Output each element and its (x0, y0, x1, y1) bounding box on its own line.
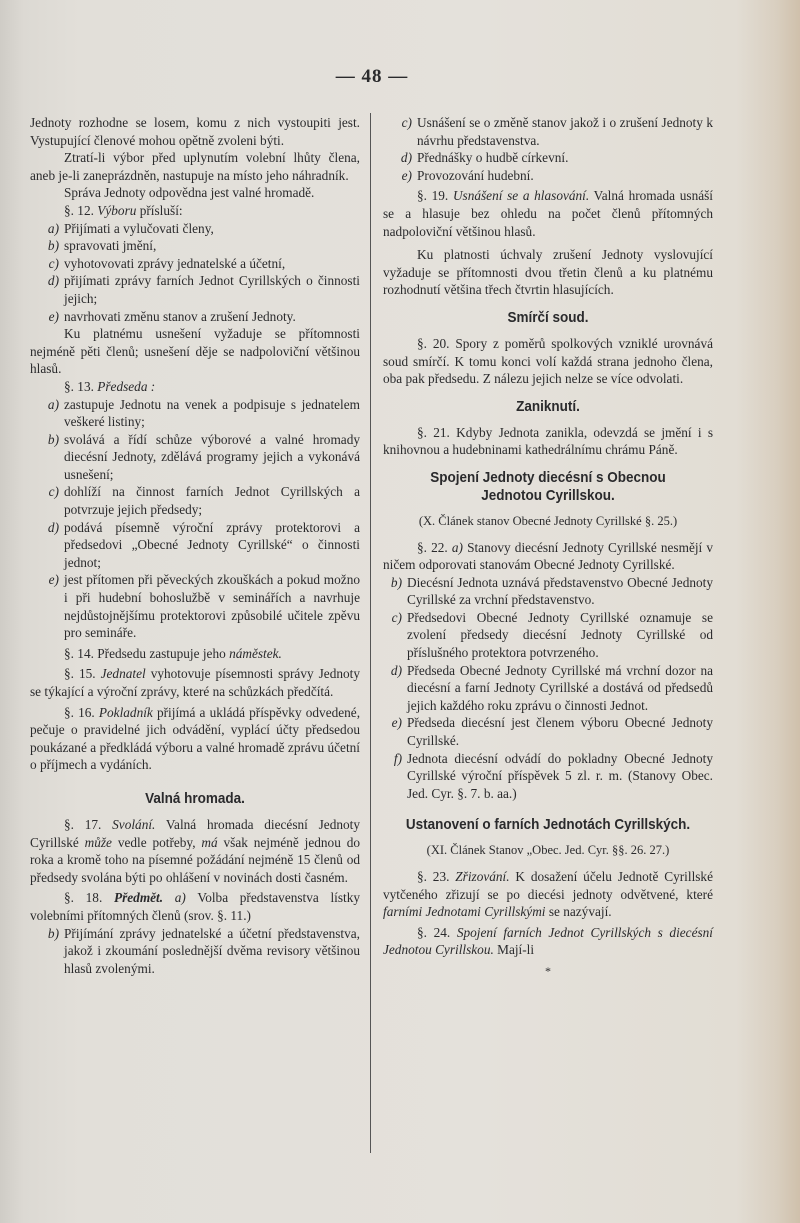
list-item: d) přijímati zprávy farních Jednot Cyrillských o činnosti jejich; (47, 273, 360, 306)
paragraph: Ku platnému usnešení vyžaduje se přítomnosti nejméně pěti členů; usnešení děje se nadpoloviční většinou hlasů. (30, 326, 360, 377)
section-number: §. 12. (64, 202, 94, 218)
section-13 (30, 378, 360, 396)
paragraph: Správa Jednoty odpovědna jest valné hromadě. (64, 185, 315, 201)
list-item: c) dohlíží na činnost farních Jednot Cyrillských a potvrzuje jejich předsedy; (48, 484, 360, 518)
section-title: Předseda : (97, 378, 156, 394)
heading-ustanoveni: Ustanovení o farních Jednotách Cyrillských. (405, 816, 691, 834)
s12-list (30, 220, 360, 326)
section-12 (30, 202, 360, 220)
section-17: §. 17. Svolání. Valná hromada diecésní Jednoty Cyrillské může vedle potřeby, má však nejméně jednou do roka a kromě toho na písemné požádání nejméně 15 členů od předsedy svolána býti po ohlášení v novinách dosti časném. (30, 816, 360, 885)
heading-zaniknuti: Zaniknutí. (516, 397, 580, 415)
heading-valna-hromada: Valná hromada. (145, 789, 245, 807)
section-19: §. 19. Usnášení se a hlasování. Valná hromada usnáší se a hlasuje bez ohledu na počet členů přítomných nadpoloviční většinou hlasů. (383, 188, 713, 239)
section-title: Výboru (97, 202, 137, 218)
section-20: §. 20. Spory z poměrů spolkových vzniklé urovnává soud smírčí. K tomu konci volí každá strana jednoho člena, oba pak předsedu. Z nálezu jejich nelze se více odvolati. (383, 335, 713, 387)
list-item: e) Předseda diecésní jest členem výboru Obecné Jednoty Cyrillské. (391, 715, 713, 749)
section-18: §. 18. Předmět. a) Volba představenstva lístky volebními přítomných členů (srov. §. 11.) (30, 890, 361, 923)
list-item: d) Předseda Obecné Jednoty Cyrillské má vrchní dozor na diecésní a farní Jednoty Cyrillské a dostává od předsedů jejich každého roku zprávu o činnosti Jednot. (390, 662, 713, 713)
list-item: e) jest přítomen při pěveckých zkouškách a pokud možno i při hudební bohoslužbě v seminářích a navrhuje nejdůstojnějšímu protektorovi způsobilé učitele zpěvu pro semináře. (48, 572, 360, 641)
list-item: b) Přijímání zprávy jednatelské a účetní představenstva, jakož i zkoumání poslednější dvěma revisory většinou hlasů zvolenými. (47, 925, 360, 976)
list-item: d) Přednášky o hudbě církevní. (400, 150, 569, 166)
section-14: §. 14. Předsedu zastupuje jeho náměstek. (64, 645, 282, 661)
page-number: — 48 — (335, 66, 409, 87)
paragraph: Ztratí-li výbor před uplynutím volební lhůty člena, aneb je-li zaneprázdněn, nastupuje na místo jeho náhradník. (30, 150, 360, 183)
list-item: c) Předsedovi Obecné Jednoty Cyrillské oznamuje se zvolení předsedy diecésní Jednoty Cyrillské od příslušného protektora potvrzeného. (391, 609, 713, 661)
left-column (30, 114, 360, 977)
section-text: přísluší: (139, 202, 183, 218)
list-item: b) svolává a řídí schůze výborové a valné hromady diecésní Jednoty, zdělává programy jejich a vykonává usnešení; (47, 431, 360, 482)
note-spojeni: (X. Článek stanov Obecné Jednoty Cyrillské §. 25.) (418, 513, 678, 528)
list-item: c) vyhotovovati zprávy jednatelské a účetní, (48, 255, 286, 271)
section-15: §. 15. Jednatel vyhotovuje písemnosti správy Jednoty se týkající a výroční zprávy, které na schůzkách předčítá. (30, 666, 360, 699)
section-23: §. 23. Zřizování. K dosažení účelu Jednotě Cyrillské vytčeného zřizují se po diecési jednoty odvětvené, které farními Jednotami Cyrillskými se nazývají. (383, 869, 713, 920)
list-item: c) Usnášení se o změně stanov jakož i o zrušení Jednoty k návrhu představenstva. (401, 115, 713, 148)
list-item: e) navrhovati změnu stanov a zrušení Jednoty. (48, 308, 296, 324)
heading-spojeni: Spojení Jednoty diecésní s Obecnou Jednotou Cyrillskou. (430, 468, 666, 504)
heading-smirci-soud: Smírčí soud. (507, 308, 589, 326)
list-item: e) Provozování hudební. (401, 167, 534, 183)
note-ustanoveni: (XI. Článek Stanov „Obec. Jed. Cyr. §§. 26. 27.) (426, 843, 670, 858)
list-item: d) podává písemně výroční zprávy protektorovi a předsedovi „Obecné Jednoty Cyrillské“ o činnosti jednot; (47, 519, 360, 570)
section-22: §. 22. a) Stanovy diecésní Jednoty Cyrillské nesmějí v ničem odporovati stanovám Obecné Jednoty Cyrillské. (383, 539, 714, 573)
list-item: f) Jednota diecésní odvádí do pokladny Obecné Jednoty Cyrillské výroční příspěvek 5 zl. r. m. (Stanovy Obec. Jed. Cyr. §. 7. b. aa.) (393, 750, 713, 801)
list-item: b) spravovati jmění, (47, 238, 157, 254)
list-item: a) Přijímati a vylučovati členy, (47, 220, 214, 236)
section-number: §. 13. (64, 378, 94, 394)
paragraph: Jednoty rozhodne se losem, komu z nich vystoupiti jest. Vystupující členové mohou opětně zvoleni býti. (30, 115, 360, 148)
section-16: §. 16. Pokladník přijímá a ukládá příspěvky odvedené, pečuje o pravidelné jich odvádění, vyplácí účty předsedou poukázané a předkládá výboru a valné hromadě zprávu účetní o příjmech a vydáních. (30, 704, 361, 773)
right-column (383, 114, 713, 981)
section-24: §. 24. Spojení farních Jednot Cyrillských s diecésní Jednotou Cyrillskou. Mají-li (383, 924, 713, 958)
column-divider (370, 113, 371, 1153)
section-21: §. 21. Kdyby Jednota zanikla, odevzdá se jmění i s knihovnou a hudebninami kathedrálnímu chrámu Páně. (383, 424, 713, 458)
list-item: b) Diecésní Jednota uznává představenstvo Obecné Jednoty Cyrillské za vrchní představenstvo. (390, 574, 713, 608)
paragraph: Ku platnosti úchvaly zrušení Jednoty vyslovující vyžaduje se přítomnosti dvou třetin členů a ku platnému rozhodnutí většina třech čtvrtin hlasujících. (383, 247, 713, 298)
list-item: a) zastupuje Jednotu na venek a podpisuje s jednatelem veškeré listiny; (47, 396, 360, 430)
s13-list (30, 396, 360, 642)
signature-mark: * (545, 963, 551, 978)
